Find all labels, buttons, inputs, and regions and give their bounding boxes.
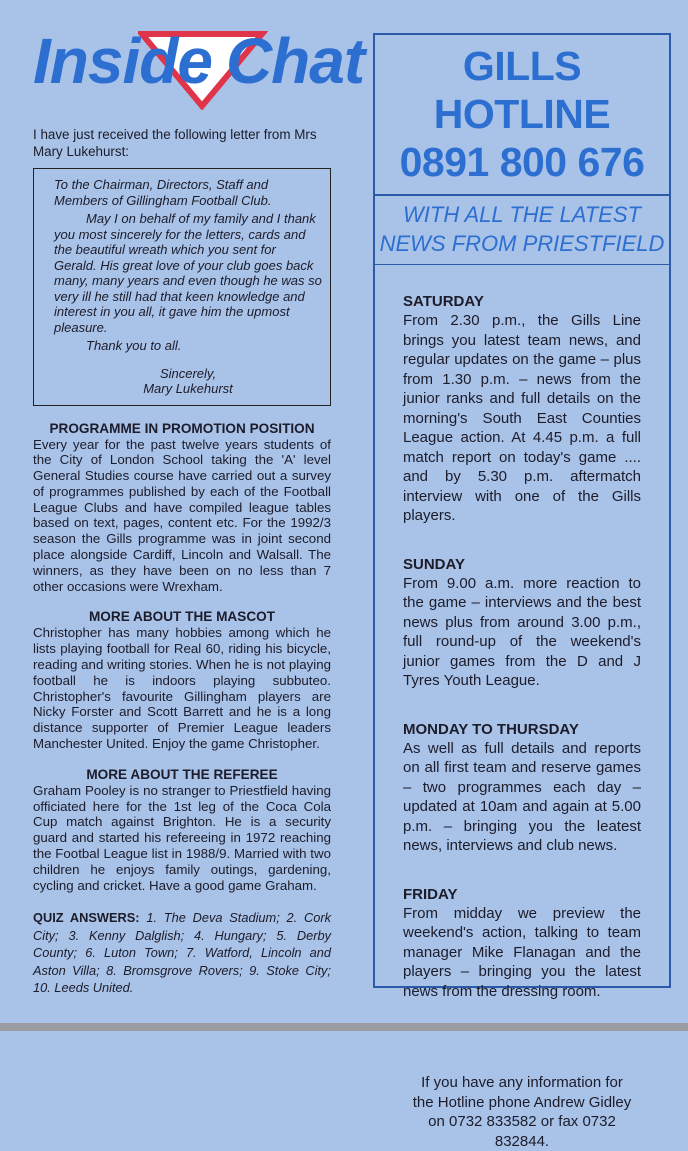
hotline-panel xyxy=(373,33,671,1150)
article-section xyxy=(33,609,331,751)
day-heading: SUNDAY xyxy=(403,555,465,573)
hotline-tagline: WITH ALL THE LATEST NEWS FROM PRIESTFIELD xyxy=(379,202,665,256)
logo-text: Inside Chat xyxy=(33,25,365,97)
section-title: MORE ABOUT THE REFEREE xyxy=(86,766,278,782)
section-body: Christopher has many hobbies among which he lists playing football for Real 60, riding his bicycle, reading and writing stories. When he is not playing football he is indoors playing subbuteo. Christopher's favourite Gillingham players are Nicky Forster and Scott Barrett and he is a long distance supporter of Premier League leaders Manchester United. Enjoy the game Christopher. xyxy=(33,625,331,752)
letter-signature: Mary Lukehurst xyxy=(143,381,233,396)
section-body: Graham Pooley is no stranger to Priestfield having officiated here for the 1st leg of the Coca Cola Cup match against Brighton. He is a security guard and started his refereeing in 1972 reaching the Footbal League list in 1988/9. Married with two children he enjoys family outings, gardening, cycling and cricket. Have a good game Graham. xyxy=(33,782,331,893)
letter-closing: Sincerely, xyxy=(159,365,217,381)
letter-body: May I on behalf of my family and I thank you most sincerely for the letters, cards and the beautiful wreath which you sent for Gerald. His great love of your club goes back many, many years and even though he was so very ill he still had that keen knowledge and interest in you all, it gave him the upmost pleasure. xyxy=(54,211,322,335)
divider xyxy=(373,264,671,265)
quiz-label: QUIZ ANSWERS: xyxy=(33,910,140,926)
quiz-text: 1. The Deva Stadium; 2. Cork City; 3. Kenny Dalglish; 4. Hungary; 5. Derby County; 6. Luton Town; 7. Watford, Lincoln and Aston Villa; 8. Bromsgrove Rovers; 9. Stoke City; 10. Leeds United. xyxy=(33,910,331,996)
day-heading: FRIDAY xyxy=(403,885,458,903)
intro-text: I have just received the following letter from Mrs Mary Lukehurst: xyxy=(33,127,317,159)
section-title: PROGRAMME IN PROMOTION POSITION xyxy=(49,420,315,436)
hotline-phone: 0891 800 676 xyxy=(399,139,645,185)
day-heading: SATURDAY xyxy=(403,293,484,310)
article-section xyxy=(33,767,331,894)
inside-chat-logo xyxy=(33,22,365,112)
day-body: From midday we preview the weekend's action, talking to team manager Mike Flanagan and the players – bringing you the latest news from the dressing room. xyxy=(403,904,641,1000)
letter-thanks: Thank you to all. xyxy=(86,338,182,353)
hotline-title: GILLS HOTLINE xyxy=(433,43,611,137)
section-title: MORE ABOUT THE MASCOT xyxy=(88,609,276,625)
contact-info: If you have any information for the Hotline phone Andrew Gidley on 0732 833582 or fax 0732 832844. xyxy=(412,1074,632,1150)
quiz-answers xyxy=(33,909,331,997)
day-body: As well as full details and reports on all first team and reserve games – two programmes each day – updated at 10am and again at 5.00 p.m. – bringing you the leatest news, interviews and club news. xyxy=(403,739,641,854)
page-edge xyxy=(0,1023,688,1031)
day-body: From 2.30 p.m., the Gills Line brings you latest team news, and regular updates on the game – plus from 1.30 p.m. – news from the junior ranks and full details on the morning's South East Counties League action. At 4.45 p.m. a full match report on today's game .... and by 5.30 p.m. aftermatch interview with one of the Gills players. xyxy=(403,312,641,524)
letter-box xyxy=(33,168,331,406)
left-column xyxy=(33,22,365,997)
day-body: From 9.00 a.m. more reaction to the game – interviews and the best news plus from around 3.00 p.m., full round-up of the weekend's junior games from the D and J Tyres Youth League. xyxy=(403,574,641,689)
section-body: Every year for the past twelve years students of the City of London School taking the 'A' level General Studies course have carried out a survey of programmes published by each of the Football League Clubs and have compiled league tables based on text, pages, content etc. For the 1992/3 season the Gills programme was in joint second place alongside Cardiff, Lincoln and Walsall. The winners, as they have been on no less than 7 other occasions were Wrexham. xyxy=(33,436,331,594)
letter-salutation: To the Chairman, Directors, Staff and Members of Gillingham Football Club. xyxy=(54,177,272,208)
article-section xyxy=(33,421,331,595)
day-heading: MONDAY TO THURSDAY xyxy=(403,720,579,738)
